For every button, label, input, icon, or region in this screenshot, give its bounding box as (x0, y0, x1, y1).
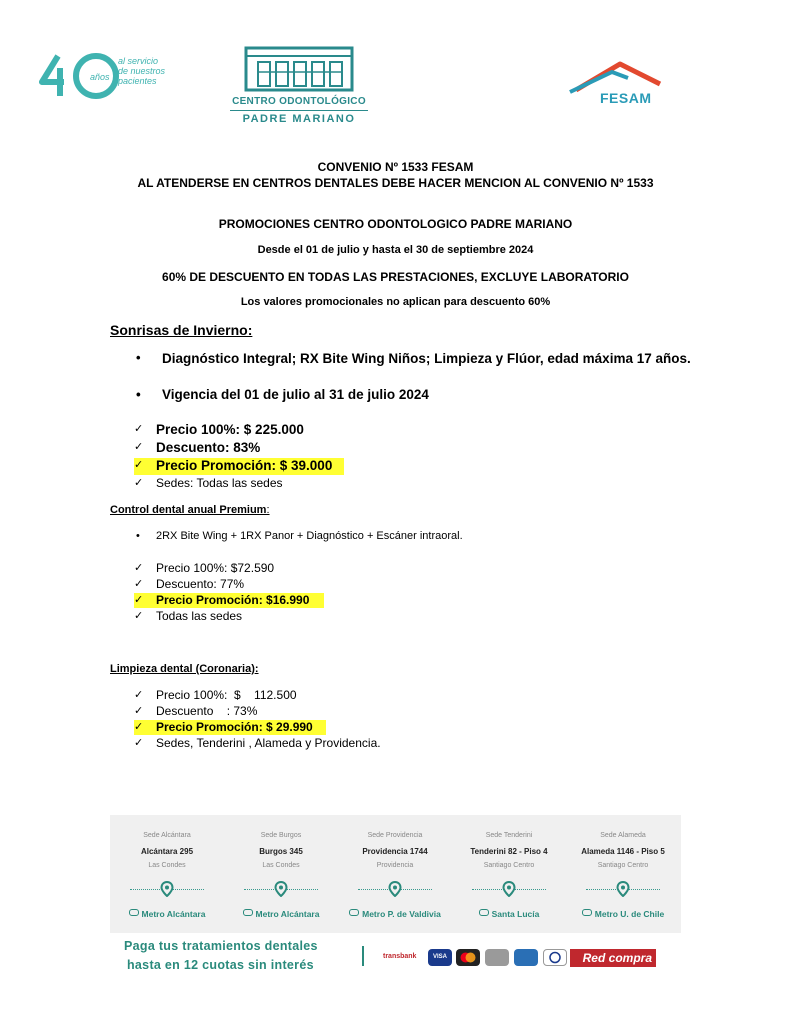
checkmark-icon: ✓ (134, 441, 144, 453)
metro-icon (129, 909, 139, 916)
sede-alameda: Sede Alameda Alameda 1146 - Piso 5 Santiago Centro Metro U. de Chile (566, 815, 680, 933)
promo-title: PROMOCIONES CENTRO ODONTOLOGICO PADRE MARIANO (218, 217, 573, 231)
centro-line1: CENTRO ODONTOLÓGICO (232, 96, 366, 107)
checkmark-icon: ✓ (134, 423, 144, 435)
location-pin-icon (274, 881, 288, 897)
mastercard-icon (456, 949, 480, 966)
promo-discount: 60% DE DESCUENTO EN TODAS LAS PRESTACIONES, EXCLUYE LABORATORIO (162, 270, 629, 284)
checkmark-icon: ✓ (134, 477, 144, 489)
bullet-dot-icon: • (136, 387, 141, 402)
centro-line2: PADRE MARIANO (242, 113, 356, 125)
building-icon (244, 46, 354, 92)
redcompra-logo: Red compra (570, 949, 656, 967)
location-pin-icon (502, 881, 516, 897)
metro-icon (349, 909, 359, 916)
promo-note: Los valores promocionales no aplican para descuento 60% (240, 296, 551, 308)
checkmark-icon: ✓ (134, 610, 144, 622)
control-heading: Control dental anual Premium: (110, 504, 270, 516)
diners-icon (543, 949, 567, 966)
limpieza-heading: Limpieza dental (Coronaria): (110, 663, 259, 675)
amex-icon (514, 949, 538, 966)
checkmark-icon: ✓ (134, 578, 144, 590)
logo-anos: años (90, 72, 110, 82)
sonrisas-promo-price: ✓ Precio Promoción: $ 39.000 (134, 458, 344, 475)
visa-icon: VISA (428, 949, 452, 966)
payment-line2: hasta en 12 cuotas sin interés (127, 958, 314, 972)
logo-fesam (562, 54, 682, 114)
location-pin-icon (160, 881, 174, 897)
sede-providencia: Sede Providencia Providencia 1744 Providencia Metro P. de Valdivia (338, 815, 452, 933)
sedes-panel (110, 815, 681, 933)
metro-label: Metro Alcántara (224, 909, 338, 919)
checkmark-icon: ✓ (134, 459, 144, 471)
checkmark-icon: ✓ (134, 721, 144, 733)
payment-line1: Paga tus tratamientos dentales (124, 939, 318, 953)
logo-40-anos (38, 48, 178, 104)
sede-alcantara: Sede Alcántara Alcántara 295 Las Condes Metro Alcántara (110, 815, 224, 933)
metro-icon (582, 909, 592, 916)
payment-divider (362, 946, 364, 966)
control-promo-price: ✓ Precio Promoción: $16.990 (134, 593, 324, 608)
fesam-name: FESAM (600, 90, 652, 106)
fesam-roof-icon (562, 54, 682, 94)
bullet-dot-icon: • (136, 530, 140, 542)
checkmark-icon: ✓ (134, 705, 144, 717)
sede-burgos: Sede Burgos Burgos 345 Las Condes Metro Alcántara (224, 815, 338, 933)
metro-label: Metro Alcántara (110, 909, 224, 919)
checkmark-icon: ✓ (134, 562, 144, 574)
limpieza-promo-price: ✓ Precio Promoción: $ 29.990 (134, 720, 326, 735)
convenio-title: CONVENIO Nº 1533 FESAM (317, 160, 474, 174)
checkmark-icon: ✓ (134, 594, 144, 606)
magna-card-icon (485, 949, 509, 966)
sede-tenderini: Sede Tenderini Tenderini 82 - Piso 4 Santiago Centro Santa Lucía (452, 815, 566, 933)
checkmark-icon: ✓ (134, 737, 144, 749)
metro-icon (479, 909, 489, 916)
sonrisas-heading: Sonrisas de Invierno: (110, 322, 253, 338)
metro-label: Santa Lucía (452, 909, 566, 919)
metro-icon (243, 909, 253, 916)
convenio-subtitle: AL ATENDERSE EN CENTROS DENTALES DEBE HACER MENCION AL CONVENIO Nº 1533 (137, 176, 654, 190)
transbank-logo: transbank (383, 953, 417, 960)
metro-label: Metro P. de Valdivia (338, 909, 452, 919)
location-pin-icon (616, 881, 630, 897)
promo-dates: Desde el 01 de julio y hasta el 30 de septiembre 2024 (257, 244, 534, 256)
location-pin-icon (388, 881, 402, 897)
logo-centro-odontologico (226, 46, 372, 130)
logo-divider (230, 110, 368, 111)
checkmark-icon: ✓ (134, 689, 144, 701)
logo-tagline: al servicio de nuestros pacientes (118, 56, 166, 86)
bullet-dot-icon: • (136, 350, 141, 365)
metro-label: Metro U. de Chile (566, 909, 680, 919)
